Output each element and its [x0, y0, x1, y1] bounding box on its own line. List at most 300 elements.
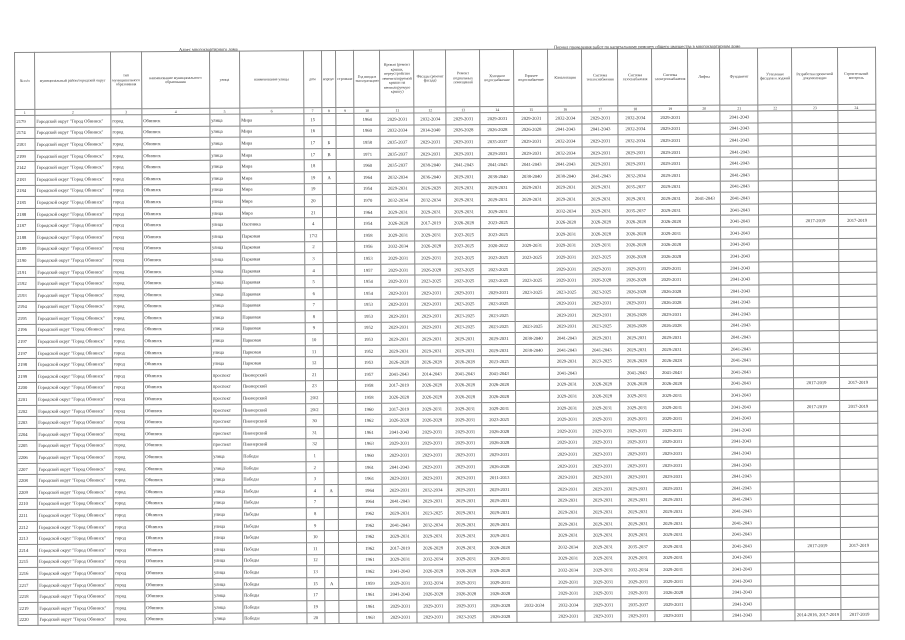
works-group-title: Период проведения работ по капитальному ремонту общего имущества в многоквартирном доме [553, 43, 741, 50]
street-type-cell: улица [210, 114, 240, 126]
work-period-cell [759, 169, 793, 181]
work-period-cell [840, 562, 878, 574]
district-cell: Городской округ "Город Обнинск" [38, 590, 114, 602]
work-period-cell [839, 342, 877, 354]
municipality-cell: Обнинск [144, 532, 212, 544]
street-name-cell: Победы [243, 589, 307, 601]
building-cell [325, 589, 339, 601]
street-type-cell: улица [211, 265, 241, 277]
structure-cell [336, 171, 354, 183]
municipality-cell: Обнинск [143, 358, 211, 370]
municipality-cell: Обнинск [142, 230, 210, 242]
work-period-cell [761, 609, 795, 621]
work-period-cell: 2026-2028 [620, 378, 654, 390]
settlement-type-cell: город [112, 358, 143, 370]
house-cell: 20 [304, 195, 322, 207]
work-period-cell [516, 402, 550, 414]
work-period-cell: 2023-2025 [482, 356, 516, 368]
work-period-cell [838, 226, 876, 238]
municipality-cell: Обнинск [144, 462, 212, 474]
structure-cell [338, 426, 356, 438]
settlement-type-cell: город [111, 207, 142, 219]
work-period-cell [691, 529, 723, 541]
work-period-cell: 2032-2034 [381, 241, 415, 253]
work-period-cell: 2041-2043 [722, 436, 760, 448]
work-period-cell: 2029-2031 [381, 287, 415, 299]
work-period-cell: 2029-2031 [620, 413, 654, 425]
street-type-cell: улица [210, 149, 240, 161]
work-period-cell: 2029-2031 [514, 112, 548, 124]
work-period-cell [517, 576, 551, 588]
work-period-cell: 2029-2031 [382, 438, 416, 450]
work-period-cell [517, 495, 551, 507]
work-period-cell: 2041-2043 [722, 354, 760, 366]
work-period-cell: 2035-2037 [381, 159, 415, 171]
row-number: 2142 [15, 162, 35, 174]
street-name-cell: Парковая [241, 311, 305, 323]
work-period-cell: 2026-2028 [482, 379, 516, 391]
municipality-cell: Обнинск [142, 161, 210, 173]
work-period-cell [761, 563, 795, 575]
street-name-cell: Победы [242, 543, 306, 555]
district-cell: Городской округ "Город Обнинск" [37, 463, 113, 475]
column-header: Канализация [548, 49, 582, 106]
structure-cell [339, 577, 357, 589]
work-period-cell [838, 180, 876, 192]
year-cell: 1962 [357, 519, 383, 531]
work-period-cell: 2041-2043 [548, 124, 582, 136]
work-period-cell: 2041-2043 [722, 389, 760, 401]
work-period-cell: 2029-2031 [621, 610, 655, 622]
year-cell: 1960 [356, 449, 382, 461]
street-type-cell: улица [212, 566, 242, 578]
column-header: № п/п [15, 52, 35, 109]
house-cell: 5 [305, 276, 323, 288]
work-period-cell: 2029-2031 [449, 484, 483, 496]
work-period-cell [837, 122, 875, 134]
settlement-type-cell: город [112, 289, 143, 301]
structure-cell [338, 392, 356, 404]
work-period-cell [840, 493, 878, 505]
work-period-cell [759, 146, 793, 158]
row-number: 2207 [17, 463, 37, 475]
work-period-cell [760, 412, 794, 424]
work-period-cell: 2029-2031 [585, 494, 621, 506]
work-period-cell: 2032-2034 [618, 135, 652, 147]
street-type-cell: улица [211, 311, 241, 323]
work-period-cell: 2041-2043 [584, 344, 620, 356]
work-period-cell [838, 238, 876, 250]
work-period-cell [690, 471, 722, 483]
work-period-cell: 2023-2025 [481, 263, 515, 275]
building-cell [323, 299, 337, 311]
work-period-cell: 2029-2031 [620, 401, 654, 413]
work-period-cell: 2029-2031 [621, 483, 655, 495]
work-period-cell: 2011-2013 [482, 472, 516, 484]
building-cell [324, 461, 338, 473]
work-period-cell [760, 366, 794, 378]
street-type-cell: улица [213, 589, 243, 601]
street-name-cell: Мира [240, 114, 304, 126]
municipality-cell: Обнинск [144, 497, 212, 509]
row-number: 2179 [15, 115, 35, 127]
work-period-cell: 2029-2031 [550, 448, 584, 460]
work-period-cell: 2041-2043 [721, 157, 759, 169]
work-period-cell: 2026-2028 [449, 588, 483, 600]
house-cell: 4 [306, 485, 324, 497]
structure-cell [338, 473, 356, 485]
work-period-cell: 2038-2040 [515, 170, 549, 182]
street-name-cell: Парковая [240, 253, 304, 265]
structure-cell [337, 287, 355, 299]
work-period-cell: 2029-2031 [621, 552, 655, 564]
work-period-cell: 2041-2043 [722, 459, 760, 471]
district-cell: Городской округ "Город Обнинск" [37, 521, 113, 533]
work-period-cell [690, 424, 722, 436]
work-period-cell [838, 203, 876, 215]
street-name-cell: Победы [243, 601, 307, 613]
work-period-cell [760, 343, 794, 355]
house-cell: 18 [304, 160, 322, 172]
work-period-cell: 2029-2031 [448, 426, 482, 438]
building-cell: А [322, 172, 336, 184]
year-cell: 1953 [355, 252, 381, 264]
work-period-cell: 2029-2031 [382, 310, 416, 322]
work-period-cell [690, 320, 722, 332]
work-period-cell: 2041-2043 [383, 588, 417, 600]
district-cell: Городской округ "Город Обнинск" [36, 370, 112, 382]
year-cell: 1960 [356, 403, 382, 415]
structure-cell [339, 531, 357, 543]
street-name-cell: Парковая [241, 357, 305, 369]
work-period-cell: 2029-2031 [551, 483, 585, 495]
year-cell: 1961 [357, 589, 383, 601]
work-period-cell: 2029-2031 [414, 136, 446, 148]
work-period-cell: 2023-2025 [447, 229, 481, 241]
year-cell: 1964 [354, 171, 380, 183]
street-name-cell: Победы [242, 508, 306, 520]
street-type-cell: улица [213, 601, 243, 613]
work-period-cell: 2029-2031 [416, 333, 448, 345]
work-period-cell: 2026-2028 [653, 297, 689, 309]
street-name-cell: Мира [240, 137, 304, 149]
work-period-cell [517, 483, 551, 495]
work-period-cell: 2023-2025 [583, 251, 619, 263]
year-cell: 1961 [357, 600, 383, 612]
work-period-cell: 2023-2025 [448, 310, 482, 322]
work-period-cell [840, 574, 878, 586]
work-period-cell: 2029-2031 [383, 600, 417, 612]
work-period-cell: 2029-2031 [449, 530, 483, 542]
street-name-cell: Парковая [241, 276, 305, 288]
street-name-cell: Мира [240, 125, 304, 137]
work-period-cell: 2032-2034 [549, 147, 583, 159]
work-period-cell: 2026-2028 [619, 286, 653, 298]
street-name-cell: Мира [240, 206, 304, 218]
column-header: Лифты [688, 48, 720, 105]
work-period-cell: 2041-2043 [721, 227, 759, 239]
work-period-cell [515, 263, 549, 275]
work-period-cell: 2026-2028 [654, 320, 690, 332]
work-period-cell: 2029-2031 [585, 552, 621, 564]
work-period-cell: 2041-2043 [720, 134, 758, 146]
street-name-cell: Парковая [241, 288, 305, 300]
column-header: наименование муниципального образования [141, 51, 209, 108]
work-period-cell: 2041-2043 [721, 192, 759, 204]
street-name-cell: Мира [240, 172, 304, 184]
work-period-cell: 2029-2031 [481, 182, 515, 194]
work-period-cell: 2029-2031 [654, 448, 690, 460]
work-period-cell: 2026-2028 [416, 356, 448, 368]
work-period-cell: 2023-2025 [516, 321, 550, 333]
structure-cell [339, 589, 357, 601]
row-number: 2216 [18, 568, 38, 580]
column-header: Система электроснабжения [652, 48, 688, 105]
work-period-cell: 2029-2031 [621, 494, 655, 506]
street-name-cell: Победы [242, 577, 306, 589]
building-cell [323, 276, 337, 288]
street-type-cell: улица [210, 184, 240, 196]
settlement-type-cell: город [112, 231, 143, 243]
municipality-cell: Обнинск [143, 265, 211, 277]
work-period-cell: 2026-2028 [583, 228, 619, 240]
settlement-type-cell: город [114, 590, 145, 602]
work-period-cell: 2029-2031 [654, 332, 690, 344]
municipality-cell: Обнинск [142, 184, 210, 196]
work-period-cell: 2029-2031 [654, 343, 690, 355]
work-period-cell [759, 285, 793, 297]
building-cell [324, 450, 338, 462]
work-period-cell: 2029-2031 [619, 193, 653, 205]
street-name-cell: Мира [240, 149, 304, 161]
work-period-cell: 2041-2043 [723, 598, 761, 610]
house-cell: 20/2 [305, 392, 323, 404]
work-period-cell: 2038-2040 [415, 159, 447, 171]
work-period-cell: 2029-2031 [550, 402, 584, 414]
building-cell [322, 195, 336, 207]
settlement-type-cell: город [113, 451, 144, 463]
work-period-cell: 2023-2025 [449, 611, 483, 623]
work-period-cell: 2029-2031 [380, 113, 414, 125]
work-period-cell: 2026-2028 [382, 391, 416, 403]
building-cell [322, 241, 336, 253]
structure-cell [338, 380, 356, 392]
district-cell: Городской округ "Город Обнинск" [37, 416, 113, 428]
work-period-cell: 2029-2031 [415, 229, 447, 241]
work-period-cell: 2038-2040 [516, 333, 550, 345]
municipality-cell: Обнинск [143, 323, 211, 335]
building-cell [323, 403, 337, 415]
year-cell: 1970 [355, 194, 381, 206]
year-cell: 1952 [355, 322, 381, 334]
work-period-cell: 2035-2037 [621, 541, 655, 553]
row-number: 2209 [17, 486, 37, 498]
year-cell: 1960 [354, 160, 380, 172]
year-cell: 1958 [356, 380, 382, 392]
row-number: 2188 [16, 231, 36, 243]
street-type-cell: улица [212, 555, 242, 567]
work-period-cell: 2029-2031 [448, 449, 482, 461]
work-period-cell [838, 133, 876, 145]
house-cell: 11 [305, 345, 323, 357]
row-number: 2193 [16, 289, 36, 301]
street-name-cell: Парковая [241, 346, 305, 358]
work-period-cell: 2029-2031 [549, 274, 583, 286]
settlement-type-cell: город [111, 173, 142, 185]
work-period-cell [794, 447, 839, 459]
work-period-cell: 2041-2043 [382, 426, 416, 438]
column-number: 17 [582, 106, 618, 112]
street-name-cell: Победы [242, 566, 306, 578]
work-period-cell [690, 413, 722, 425]
work-period-cell [793, 238, 838, 250]
work-period-cell: 2029-2031 [585, 576, 621, 588]
municipality-cell: Обнинск [144, 555, 212, 567]
work-period-cell [793, 226, 838, 238]
work-period-cell: 2029-2031 [483, 483, 517, 495]
work-period-cell: 2026-2028 [416, 414, 448, 426]
work-period-cell [840, 528, 878, 540]
work-period-cell [794, 470, 839, 482]
structure-cell [339, 554, 357, 566]
work-period-cell: 2041-2043 [720, 123, 758, 135]
year-cell: 1961 [356, 461, 382, 473]
work-period-cell: 2038-2040 [481, 170, 515, 182]
settlement-type-cell: город [111, 196, 142, 208]
work-period-cell: 2029-2031 [515, 240, 549, 252]
work-period-cell: 2023-2025 [515, 251, 549, 263]
work-period-cell: 2029-2031 [446, 136, 480, 148]
work-period-cell: 2032-2034 [517, 599, 551, 611]
street-type-cell: улица [211, 346, 241, 358]
district-cell: Городской округ "Город Обнинск" [37, 532, 113, 544]
work-period-cell: 2029-2031 [381, 299, 415, 311]
street-type-cell: улица [212, 531, 242, 543]
work-period-cell: 2029-2031 [483, 507, 517, 519]
work-period-cell: 2029-2031 [655, 482, 691, 494]
work-period-cell: 2029-2031 [583, 263, 619, 275]
municipality-cell: Обнинск [144, 451, 212, 463]
work-period-cell [792, 122, 837, 134]
work-period-cell: 2029-2031 [448, 333, 482, 345]
work-period-cell: 2038-2040 [549, 170, 583, 182]
work-period-cell: 2029-2031 [549, 193, 583, 205]
settlement-type-cell: город [112, 300, 143, 312]
house-cell: 12 [306, 554, 324, 566]
work-period-cell: 2029-2031 [482, 402, 516, 414]
street-type-cell: улица [210, 160, 240, 172]
work-period-cell [761, 574, 795, 586]
work-period-cell: 2029-2031 [550, 390, 584, 402]
work-period-cell: 2041-2043 [721, 250, 759, 262]
municipality-cell: Обнинск [142, 137, 210, 149]
work-period-cell [584, 367, 620, 379]
year-cell: 1964 [356, 484, 382, 496]
work-period-cell [689, 297, 721, 309]
street-type-cell: улица [211, 323, 241, 335]
column-number: 8 [322, 108, 336, 114]
settlement-type-cell: город [113, 497, 144, 509]
work-period-cell: 2026-2028 [620, 320, 654, 332]
work-period-cell [839, 296, 877, 308]
house-cell: 30 [305, 415, 323, 427]
work-period-cell [691, 563, 723, 575]
work-period-cell: 2029-2031 [654, 436, 690, 448]
year-cell: 1953 [356, 357, 382, 369]
house-cell: 9 [306, 519, 324, 531]
row-number: 2206 [17, 452, 37, 464]
work-period-cell: 2029-2031 [584, 332, 620, 344]
year-cell: 1962 [356, 415, 382, 427]
work-period-cell: 2029-2031 [621, 517, 655, 529]
building-cell [324, 508, 338, 520]
work-period-cell [691, 575, 723, 587]
house-cell: 19 [307, 601, 325, 613]
work-period-cell: 2023-2025 [481, 228, 515, 240]
work-period-cell [689, 250, 721, 262]
work-period-cell: 2029-2031 [551, 611, 585, 623]
work-period-cell: 2029-2031 [383, 484, 417, 496]
district-cell: Городской округ "Город Обнинск" [38, 579, 114, 591]
work-period-cell [795, 481, 840, 493]
street-name-cell: Парковая [240, 230, 304, 242]
work-period-cell [794, 423, 839, 435]
row-number: 2197 [16, 336, 36, 348]
work-period-cell: 2041-2043 [654, 366, 690, 378]
work-period-cell: 2029-2031 [583, 181, 619, 193]
district-cell: Городской округ "Город Обнинск" [37, 440, 113, 452]
building-cell [323, 380, 337, 392]
work-period-cell: 2029-2031 [620, 343, 654, 355]
work-period-cell [515, 298, 549, 310]
row-number: 2199 [16, 370, 36, 382]
municipality-cell: Обнинск [144, 520, 212, 532]
structure-cell [339, 566, 357, 578]
work-period-cell [838, 168, 876, 180]
work-period-cell: 2026-2028 [483, 588, 517, 600]
work-period-cell: 2041-2043 [448, 368, 482, 380]
work-period-cell [760, 424, 794, 436]
district-cell: Городской округ "Город Обнинск" [36, 254, 112, 266]
house-cell: 3 [306, 473, 324, 485]
work-period-cell: 2020-2022 [481, 240, 515, 252]
work-period-cell: 2029-2031 [583, 193, 619, 205]
row-number: 2190 [16, 254, 36, 266]
work-period-cell: 2029-2031 [481, 286, 515, 298]
work-period-cell: 2029-2031 [584, 309, 620, 321]
district-cell: Городской округ "Город Обнинск" [37, 509, 113, 521]
municipality-cell: Обнинск [143, 288, 211, 300]
work-period-cell: 2026-2028 [654, 378, 690, 390]
district-cell: Городской округ "Город Обнинск" [35, 115, 111, 127]
work-period-cell [689, 285, 721, 297]
work-period-cell [515, 205, 549, 217]
work-period-cell: 2032-2034 [381, 194, 415, 206]
work-period-cell: 2017-2019 [794, 377, 839, 389]
work-period-cell [760, 401, 794, 413]
house-cell: 20/2 [305, 403, 323, 415]
work-period-cell: 2029-2031 [417, 530, 449, 542]
work-period-cell [795, 597, 840, 609]
work-period-cell: 2032-2034 [417, 519, 449, 531]
year-cell: 1954 [354, 183, 380, 195]
work-period-cell: 2029-2031 [655, 610, 691, 622]
settlement-type-cell: город [113, 428, 144, 440]
settlement-type-cell: город [111, 115, 142, 127]
work-period-cell: 2041-2043 [721, 262, 759, 274]
work-period-cell: 2023-2025 [549, 286, 583, 298]
municipality-cell: Обнинск [144, 439, 212, 451]
